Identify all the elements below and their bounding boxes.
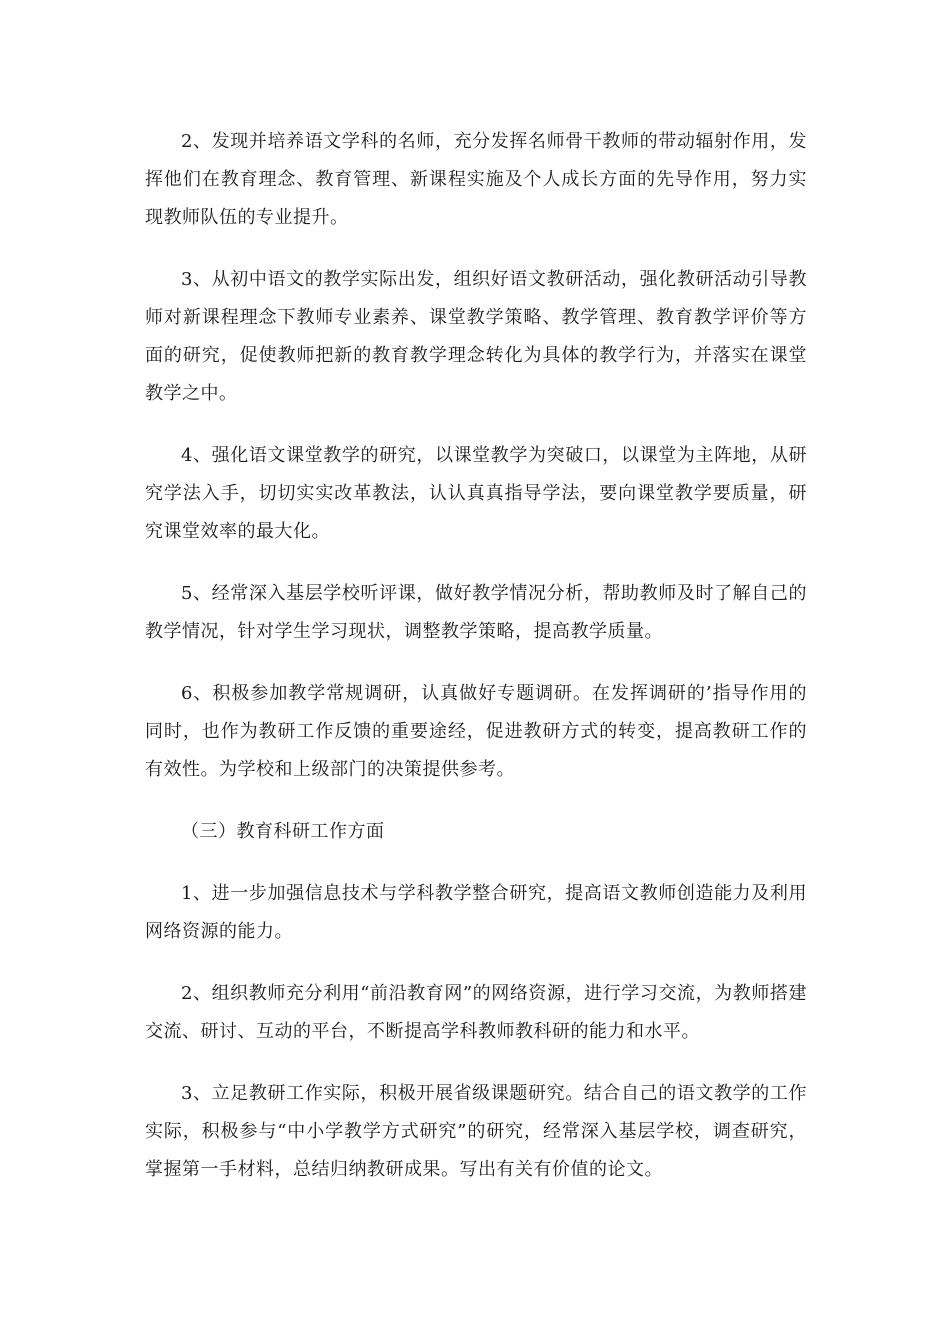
- paragraph-research-1: 1、进一步加强信息技术与学科教学整合研究，提高语文教师创造能力及利用网络资源的能力。: [145, 883, 807, 942]
- paragraph-item-4: 4、强化语文课堂教学的研究，以课堂教学为突破口，以课堂为主阵地，从研究学法入手，切切实实改革教法，认认真真指导学法，要向课堂教学要质量，研究课堂效率的最大化。: [145, 445, 807, 542]
- document-body: [145, 123, 807, 1189]
- paragraph-item-5: 5、经常深入基层学校听评课，做好教学情况分析，帮助教师及时了解自己的教学情况，针对学生学习现状，调整教学策略，提高教学质量。: [145, 583, 807, 642]
- paragraph-item-6: 6、积极参加教学常规调研，认真做好专题调研。在发挥调研的’指导作用的同时，也作为教研工作反馈的重要途经，促进教研方式的转变，提高教研工作的有效性。为学校和上级部门的决策提供参考。: [145, 683, 807, 780]
- paragraph-item-2: 2、发现并培养语文学科的名师，充分发挥名师骨干教师的带动辐射作用，发挥他们在教育理念、教育管理、新课程实施及个人成长方面的先导作用，努力实现教师队伍的专业提升。: [145, 131, 807, 228]
- paragraph-research-3: 3、立足教研工作实际，积极开展省级课题研究。结合自己的语文教学的工作实际，积极参与“中小学教学方式研究”的研究，经常深入基层学校，调查研究，掌握第一手材料，总结归纳教研成果。写出有关有价值的论文。: [145, 1083, 807, 1180]
- section-heading: （三）教育科研工作方面: [181, 821, 385, 842]
- paragraph-research-2: 2、组织教师充分利用“前沿教育网”的网络资源，进行学习交流，为教师搭建交流、研讨、互动的平台，不断提高学科教师教科研的能力和水平。: [145, 983, 807, 1042]
- paragraph-item-3: 3、从初中语文的教学实际出发，组织好语文教研活动，强化教研活动引导教师对新课程理念下教师专业素养、课堂教学策略、教学管理、教育教学评价等方面的研究，促使教师把新的教育教学理念转化为具体的教学行为，并落实在课堂教学之中。: [145, 269, 807, 404]
